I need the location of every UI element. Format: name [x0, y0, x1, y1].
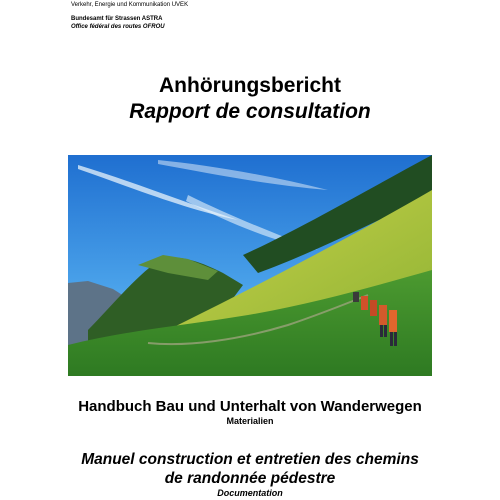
- department-name: Verkehr, Energie und Kommunikation UVEK: [71, 2, 189, 8]
- cover-photo-graphic: [68, 155, 432, 376]
- report-title-german: Anhörungsbericht: [159, 74, 341, 97]
- handbook-label-french: Documentation: [217, 488, 283, 498]
- office-name-french: Office fédéral des routes OFROU: [71, 24, 165, 30]
- handbook-title-german: Handbuch Bau und Unterhalt von Wanderwegen: [78, 398, 422, 415]
- report-title-french: Rapport de consultation: [129, 100, 371, 123]
- handbook-title-french-line2: de randonnée pédestre: [164, 470, 336, 487]
- handbook-title-french-line1: Manuel construction et entretien des chemins: [81, 451, 419, 468]
- office-name-german: Bundesamt für Strassen ASTRA: [71, 16, 163, 22]
- handbook-label-german: Materialien: [226, 416, 274, 426]
- cover-photo: [68, 155, 432, 376]
